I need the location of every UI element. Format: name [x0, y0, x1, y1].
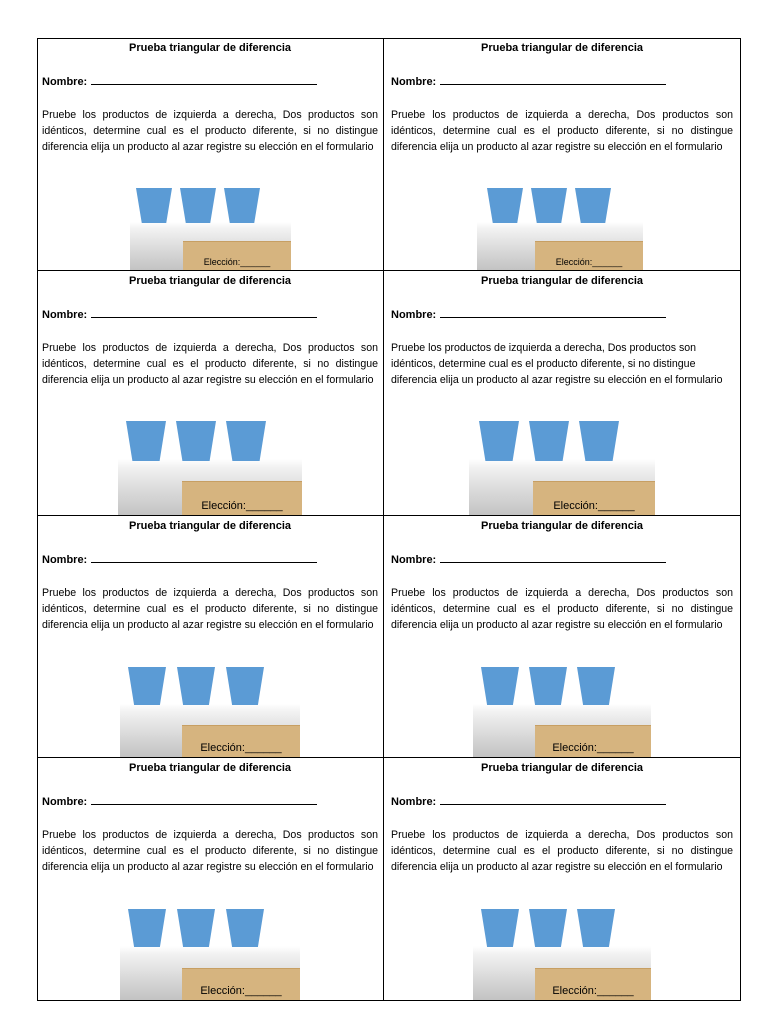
choice-label: Elección:______: [552, 985, 634, 997]
choice-label: Elección:______: [553, 500, 635, 512]
cup-icon: [529, 909, 567, 947]
instructions-text: Pruebe los productos de izquierda a derecha, Dos productos son idénticos, determine cual es el producto diferente, si no distingue diferencia elija un producto al azar registre su elección en el formulario: [42, 342, 378, 386]
cup-icon: [226, 667, 264, 705]
cup-icon: [577, 909, 615, 947]
ballot-card: [42, 272, 378, 515]
sample-cups-image: [477, 184, 643, 270]
column-divider: [383, 38, 384, 1001]
choice-box[interactable]: [533, 481, 655, 515]
ballot-card: [42, 39, 378, 270]
name-label: Nombre:: [391, 309, 437, 321]
instructions-text: Pruebe los productos de izquierda a derecha, Dos productos son idénticos, determine cual es el producto diferente, si no distingue diferencia elija un producto al azar registre su elección en el formulario: [42, 109, 378, 153]
name-label: Nombre:: [42, 76, 88, 88]
row-divider: [37, 515, 741, 516]
name-label: Nombre:: [391, 554, 437, 566]
instructions-text: Pruebe los productos de izquierda a derecha, Dos productos son idénticos, determine cual es el producto diferente, si no distingue diferencia elija un producto al azar registre su elección en el formulario: [391, 342, 723, 386]
row-divider: [37, 270, 741, 271]
card-title: Prueba triangular de diferencia: [129, 762, 291, 774]
name-line[interactable]: [91, 74, 317, 85]
ballot-card: [42, 517, 378, 757]
ballot-card: [391, 517, 733, 757]
name-line[interactable]: [91, 307, 317, 318]
cup-icon: [177, 667, 215, 705]
cup-icon: [126, 421, 166, 461]
ballot-card: [391, 272, 733, 515]
name-line[interactable]: [440, 307, 666, 318]
sample-cups-image: [469, 415, 655, 515]
name-label: Nombre:: [391, 796, 437, 808]
name-line[interactable]: [91, 552, 317, 563]
ballot-card: [42, 759, 378, 1000]
cup-icon: [531, 188, 567, 223]
choice-label: Elección:______: [555, 257, 623, 267]
instructions-text: Pruebe los productos de izquierda a derecha, Dos productos son idénticos, determine cual es el producto diferente, si no distingue diferencia elija un producto al azar registre su elección en el formulario: [42, 829, 378, 873]
cup-icon: [136, 188, 172, 223]
cup-icon: [128, 909, 166, 947]
card-title: Prueba triangular de diferencia: [129, 42, 291, 54]
cup-icon: [177, 909, 215, 947]
name-label: Nombre:: [391, 76, 437, 88]
row-divider: [37, 757, 741, 758]
sample-cups-image: [473, 904, 651, 1000]
card-title: Prueba triangular de diferencia: [129, 275, 291, 287]
name-field[interactable]: [42, 794, 317, 809]
instructions-text: Pruebe los productos de izquierda a derecha, Dos productos son idénticos, determine cual es el producto diferente, si no distingue diferencia elija un producto al azar registre su elección en el formulario: [42, 587, 378, 631]
name-line[interactable]: [440, 552, 666, 563]
instructions-text: Pruebe los productos de izquierda a derecha, Dos productos son idénticos, determine cual es el producto diferente, si no distingue diferencia elija un producto al azar registre su elección en el formulario: [391, 109, 733, 153]
cup-icon: [226, 421, 266, 461]
name-field[interactable]: [391, 552, 666, 567]
choice-box[interactable]: [182, 968, 300, 1000]
cup-icon: [529, 667, 567, 705]
name-field[interactable]: [391, 74, 666, 89]
card-title: Prueba triangular de diferencia: [481, 762, 643, 774]
sample-cups-image: [130, 184, 291, 270]
sample-cups-image: [473, 662, 651, 757]
sample-cups-image: [120, 662, 300, 757]
choice-box[interactable]: [182, 725, 300, 757]
name-label: Nombre:: [42, 309, 88, 321]
choice-box[interactable]: [535, 968, 651, 1000]
choice-box[interactable]: [182, 481, 302, 515]
instructions-text: Pruebe los productos de izquierda a derecha, Dos productos son idénticos, determine cual es el producto diferente, si no distingue diferencia elija un producto al azar registre su elección en el formulario: [391, 829, 733, 873]
card-title: Prueba triangular de diferencia: [481, 520, 643, 532]
ballot-card: [391, 39, 733, 270]
name-line[interactable]: [91, 794, 317, 805]
cup-icon: [176, 421, 216, 461]
name-field[interactable]: [391, 794, 666, 809]
sample-cups-image: [118, 415, 302, 515]
name-field[interactable]: [42, 74, 317, 89]
name-field[interactable]: [391, 307, 666, 322]
name-line[interactable]: [440, 794, 666, 805]
cup-icon: [128, 667, 166, 705]
choice-box[interactable]: [535, 725, 651, 757]
card-title: Prueba triangular de diferencia: [481, 275, 643, 287]
card-title: Prueba triangular de diferencia: [129, 520, 291, 532]
cup-icon: [479, 421, 519, 461]
name-field[interactable]: [42, 307, 317, 322]
name-label: Nombre:: [42, 796, 88, 808]
cup-icon: [529, 421, 569, 461]
choice-box[interactable]: [183, 241, 291, 270]
choice-box[interactable]: [535, 241, 643, 270]
ballot-card: [391, 759, 733, 1000]
cup-icon: [577, 667, 615, 705]
sample-cups-image: [120, 904, 300, 1000]
choice-label: Elección:______: [203, 257, 271, 267]
cup-icon: [481, 667, 519, 705]
cup-icon: [487, 188, 523, 223]
cup-icon: [481, 909, 519, 947]
choice-label: Elección:______: [200, 985, 282, 997]
choice-label: Elección:______: [201, 500, 283, 512]
name-line[interactable]: [440, 74, 666, 85]
name-field[interactable]: [42, 552, 317, 567]
card-title: Prueba triangular de diferencia: [481, 42, 643, 54]
instructions-text: Pruebe los productos de izquierda a derecha, Dos productos son idénticos, determine cual es el producto diferente, si no distingue diferencia elija un producto al azar registre su elección en el formulario: [391, 587, 733, 631]
cup-icon: [180, 188, 216, 223]
cup-icon: [575, 188, 611, 223]
choice-label: Elección:______: [200, 742, 282, 754]
cup-icon: [579, 421, 619, 461]
cup-icon: [226, 909, 264, 947]
name-label: Nombre:: [42, 554, 88, 566]
cup-icon: [224, 188, 260, 223]
choice-label: Elección:______: [552, 742, 634, 754]
